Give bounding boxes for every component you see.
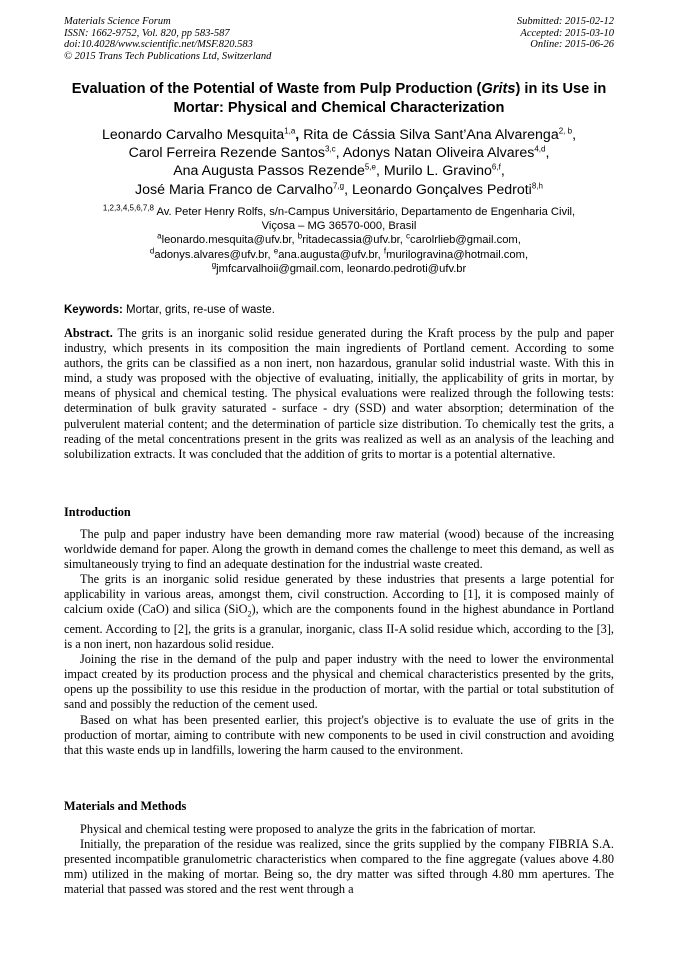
introduction-body xyxy=(64,527,614,758)
paragraph: Based on what has been presented earlier, this project's objective is to evaluate the use of grits in the production of mortar, aiming to contribute with new components to be used in civil construction and avoiding that this waste ends up in landfills, lowering the harm caused to the environment. xyxy=(64,712,614,757)
author: Leonardo Gonçalves Pedroti xyxy=(352,181,532,198)
abstract-text: The grits is an inorganic solid residue generated during the Kraft process by the pulp and paper industry, which presents in its composition the main ingredients of Portland cement. According to some authors, the grits can be classified as a non inert, non hazardous, granular solid industrial waste. With this in mind, a study was proposed with the objective of evaluating, initially, the applicability of grits in mortar, by means of physical and chemical testing. The physical evaluations were realized through the following tests: determination of bulk gravity saturated - surface - dry (SSD) and water absorption; determination of the pulverulent material content; and the determination of particle size distribution. To chemically test the grits, a reading of the metal concentrations present in the grits was realized as well as an analysis of the leaching and solubilization extracts. It was concluded that the addition of grits to mortar is a potential alternative. xyxy=(64,326,614,461)
journal-header-right xyxy=(517,16,614,51)
accepted-date: Accepted: 2015-03-10 xyxy=(520,27,614,39)
title-italic: Grits xyxy=(481,81,516,97)
email: ana.augusta@ufv.br, xyxy=(278,248,384,261)
author: Rita de Cássia Silva Sant’Ana Alvarenga xyxy=(303,127,559,143)
journal-name: Materials Science Forum xyxy=(64,16,171,27)
email: ritadecassia@ufv.br, xyxy=(302,234,407,247)
email: leonardo.mesquita@ufv.br, xyxy=(161,234,298,247)
methods-body xyxy=(64,822,614,897)
author: Murilo L. Gravino xyxy=(383,163,492,180)
keywords-text: Mortar, grits, re-use of waste. xyxy=(122,304,275,316)
author-list: Leonardo Carvalho Mesquita$^{1,a}$, Rita de Cássia Silva Sant’Ana Alvarenga$^{2, b}$, Carol Ferreira Rezende Santos$^{3,c}$, Adonys Natan Oliveira Alvares$^{4,d}$, Ana Augusta Passos Rezende$^{5,e}$, Murilo L. Gravino$^{6,f}$, José Maria Franco de Carvalho$^{7,g}$, Leonardo Gonçalves Pedroti$^{8,h}$ xyxy=(101,126,577,198)
paragraph: Physical and chemical testing were proposed to analyze the grits in the fabrication of mortar. xyxy=(80,822,536,836)
affiliations: $^{1,2,3,4,5,6,7,8}$ Av. Peter Henry Rolfs, s/n-Campus Universitário, Departamento de Engenharia Civil, Viçosa – MG 36570-000, Brasil $^a$leonardo.mesquita@ufv.br, $^b$ritadecassia@ufv.br, $^c$carolrlieb@gmail.com, $^d$adonys.alvares@ufv.br, $^e$ana.augusta@ufv.br, $^f$murilogravina@hotmail.com, $^g$jmfcarvalhoii@gmail.com, leonardo.pedroti@ufv.br xyxy=(102,203,576,275)
email: carolrlieb@gmail.com, xyxy=(410,234,521,247)
issn: ISSN: 1662-9752, Vol. 820, pp 583-587 xyxy=(64,27,230,39)
paper-title: Evaluation of the Potential of Waste from Pulp Production (Grits) in its Use in Mortar: Physical and Chemical Characterization xyxy=(71,81,607,116)
paragraph: Initially, the preparation of the residue was realized, since the grits supplied by the company FIBRIA S.A. presented incompatible granulometric characteristics when compared to the fine aggregate (values above 4.80 mm) utilized in the making of mortar. Being so, the dry matter was sifted through 4.80 mm apertures. The material that passed was stored and the rest went through a xyxy=(64,837,614,897)
paragraph: The grits is an inorganic solid residue generated by these industries that presents a large potential for applicability in various areas, amongst them, civil construction. According to [1], it is composed mainly of calcium oxide (CaO) and silica (SiO$_2$), which are the components found in the highest abundance in Portland cement. According to [2], the grits is a granular, inorganic, class II-A solid residue which, according to the [3], is a non inert, non hazardous solid residue. xyxy=(64,572,614,652)
keywords-label: Keywords: xyxy=(64,304,123,316)
affiliation-city: Viçosa – MG 36570-000, Brasil xyxy=(261,220,417,233)
author: Carol Ferreira Rezende Santos xyxy=(128,145,325,162)
submitted-date: Submitted: 2015-02-12 xyxy=(516,16,614,27)
paragraph: The pulp and paper industry have been demanding more raw material (wood) because of the increasing worldwide demand for paper. Along the growth in demand comes the challenge to meet this demand, as well as simultaneously trying to find an adequate destination for the industrial waste created. xyxy=(64,527,614,572)
introduction-heading: Introduction xyxy=(64,505,131,519)
author: José Maria Franco de Carvalho xyxy=(135,181,333,198)
email: adonys.alvares@ufv.br, xyxy=(154,248,274,261)
methods-heading: Materials and Methods xyxy=(64,799,187,813)
affiliation-address: Av. Peter Henry Rolfs, s/n-Campus Universitário, Departamento de Engenharia Civil, xyxy=(153,206,576,218)
email: jmfcarvalhoii@gmail.com, leonardo.pedroti@ufv.br xyxy=(216,262,467,275)
abstract xyxy=(64,326,614,462)
copyright: © 2015 Trans Tech Publications Ltd, Switzerland xyxy=(64,50,272,62)
abstract-label: Abstract. xyxy=(64,326,113,340)
keywords xyxy=(64,303,614,317)
doi: doi:10.4028/www.scientific.net/MSF.820.583 xyxy=(64,39,253,50)
journal-header-left xyxy=(64,16,271,62)
online-date: Online: 2015-06-26 xyxy=(530,39,614,50)
email: murilogravina@hotmail.com, xyxy=(386,248,529,261)
author: Adonys Natan Oliveira Alvares xyxy=(342,145,535,162)
author: Ana Augusta Passos Rezende xyxy=(173,163,365,180)
paragraph: Joining the rise in the demand of the pulp and paper industry with the need to lower the environmental impact created by its production process and the physical and chemical characteristics presented by the grits, opens up the possibility to use this residue in the production of mortar, with the partial or total substitution of sand and possibly the reduction of the cement used. xyxy=(64,652,614,712)
author: Leonardo Carvalho Mesquita xyxy=(101,127,285,143)
